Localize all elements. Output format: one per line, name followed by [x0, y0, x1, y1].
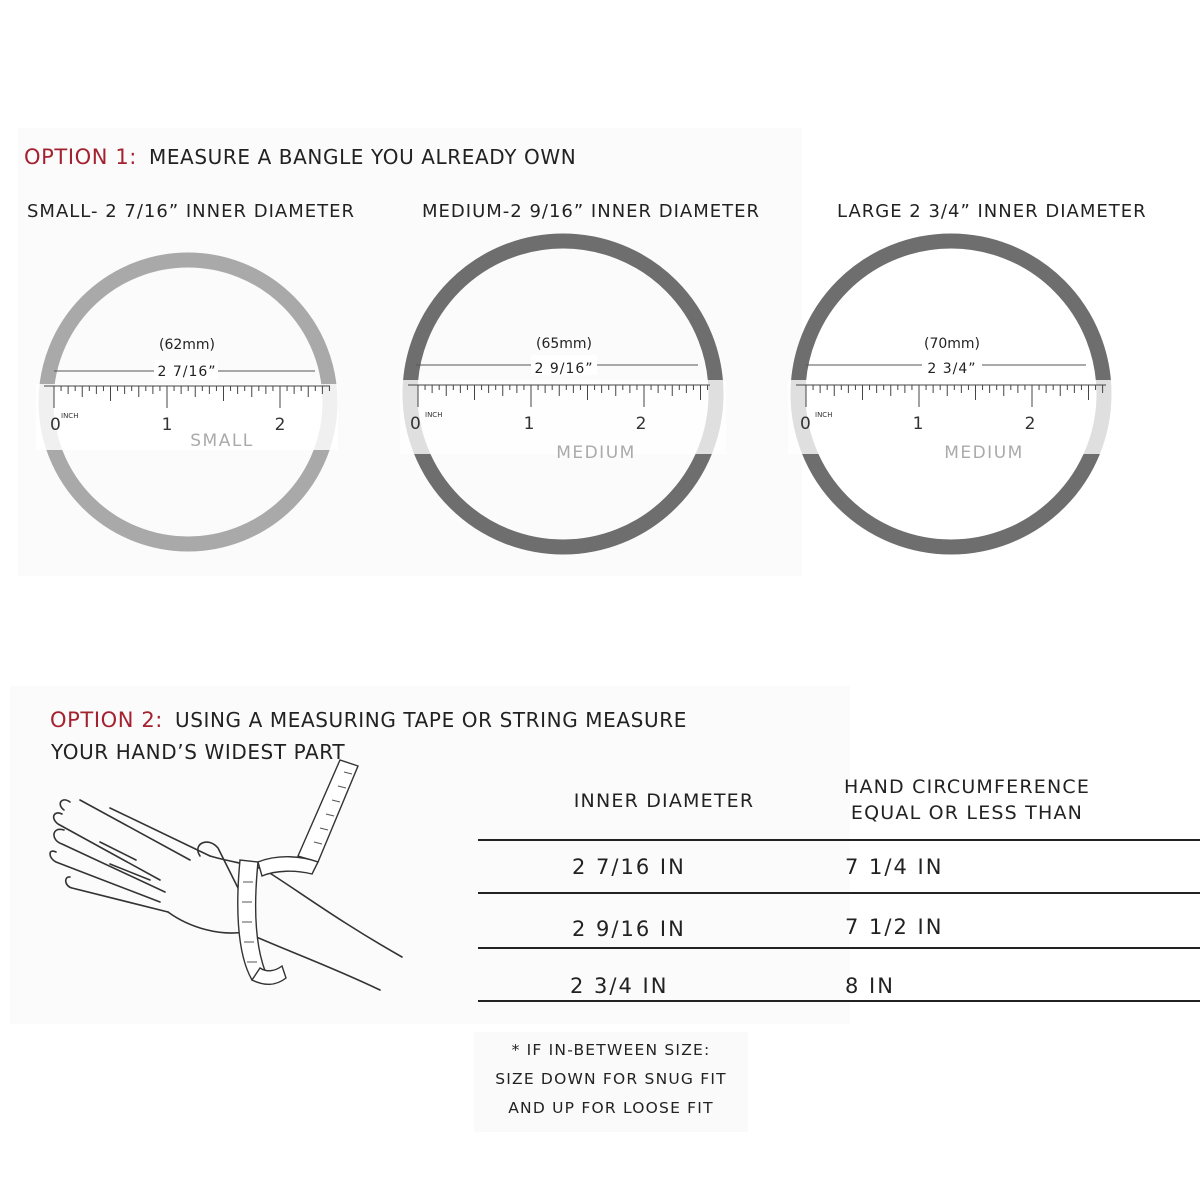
table-header-col2-line2: EQUAL OR LESS THAN	[850, 802, 1084, 824]
table-row-3-circumference: 8 IN	[845, 974, 895, 998]
ruler-label-1: 1	[161, 415, 173, 435]
ruler-label-2: 2	[274, 415, 286, 435]
finger-2	[50, 851, 160, 902]
size-heading-small: SMALL- 2 7/16” INNER DIAMETER	[27, 201, 355, 222]
table-rule	[478, 1000, 1200, 1002]
finger-top	[110, 808, 210, 856]
table-row-2-circumference: 7 1/2 IN	[845, 915, 944, 939]
palm-edge	[168, 912, 245, 933]
table-header-hand-circumference	[812, 774, 1122, 826]
diameter-mm-label: (70mm)	[923, 336, 981, 352]
note-line2: SIZE DOWN FOR SNUG FIT	[495, 1070, 727, 1088]
option2-label: OPTION 2:	[50, 708, 163, 732]
table-row-3-diameter: 2 3/4 IN	[570, 974, 669, 998]
size-name-label: SMALL	[190, 431, 254, 451]
ruler-label-2: 2	[635, 414, 647, 434]
bangle-diagram-large	[784, 230, 1124, 570]
ruler-unit-label: INCH	[61, 412, 79, 420]
ruler-unit-label: INCH	[425, 411, 443, 419]
diameter-mm-label: (62mm)	[158, 337, 216, 353]
diameter-inch-label: 2 7/16”	[157, 364, 217, 380]
option1-text: MEASURE A BANGLE YOU ALREADY OWN	[148, 145, 577, 169]
ruler-label-1: 1	[523, 414, 535, 434]
ruler-label-1: 1	[912, 414, 924, 434]
size-name-label: MEDIUM	[944, 443, 1024, 463]
size-name-label: MEDIUM	[556, 443, 636, 463]
option2-heading	[50, 708, 687, 732]
table-rule	[478, 892, 1200, 894]
tape-top-band	[258, 857, 318, 876]
finger-1-tip	[60, 800, 70, 810]
hand-measuring-illustration	[40, 752, 410, 997]
bangle-diagram-medium	[396, 230, 736, 570]
table-rule	[478, 947, 1200, 949]
ruler-unit-label: INCH	[815, 411, 833, 419]
bangle-diagram-small	[30, 250, 350, 565]
table-rule	[478, 839, 1200, 841]
table-header-col2-line1: HAND CIRCUMFERENCE	[843, 776, 1091, 798]
diameter-inch-label: 2 9/16”	[534, 361, 594, 377]
ruler-label-0: 0	[50, 415, 61, 435]
size-heading-medium: MEDIUM-2 9/16” INNER DIAMETER	[422, 201, 761, 222]
size-note	[461, 1036, 761, 1123]
finger-5	[66, 877, 168, 912]
option1-heading	[24, 145, 576, 169]
forearm-top	[265, 870, 402, 957]
ruler-label-0: 0	[410, 414, 421, 434]
size-heading-large: LARGE 2 3/4” INNER DIAMETER	[837, 201, 1147, 222]
table-row-1-circumference: 7 1/4 IN	[845, 855, 944, 879]
option2-text-line1: USING A MEASURING TAPE OR STRING MEASURE	[174, 708, 687, 732]
note-line1: * IF IN-BETWEEN SIZE:	[511, 1041, 711, 1059]
note-line3: AND UP FOR LOOSE FIT	[508, 1099, 714, 1117]
ruler-band	[36, 384, 338, 450]
ruler-label-2: 2	[1024, 414, 1036, 434]
tape-upper	[298, 760, 358, 862]
finger-4	[80, 800, 190, 860]
finger-1	[54, 813, 160, 880]
table-row-1-diameter: 2 7/16 IN	[572, 855, 686, 879]
option2-text-line2: YOUR HAND’S WIDEST PART	[51, 740, 346, 764]
ruler-label-0: 0	[800, 414, 811, 434]
diameter-mm-label: (65mm)	[535, 336, 593, 352]
option1-label: OPTION 1:	[24, 145, 137, 169]
table-header-inner-diameter: INNER DIAMETER	[573, 790, 755, 812]
diameter-inch-label: 2 3/4”	[927, 361, 977, 377]
table-row-2-diameter: 2 9/16 IN	[572, 917, 686, 941]
